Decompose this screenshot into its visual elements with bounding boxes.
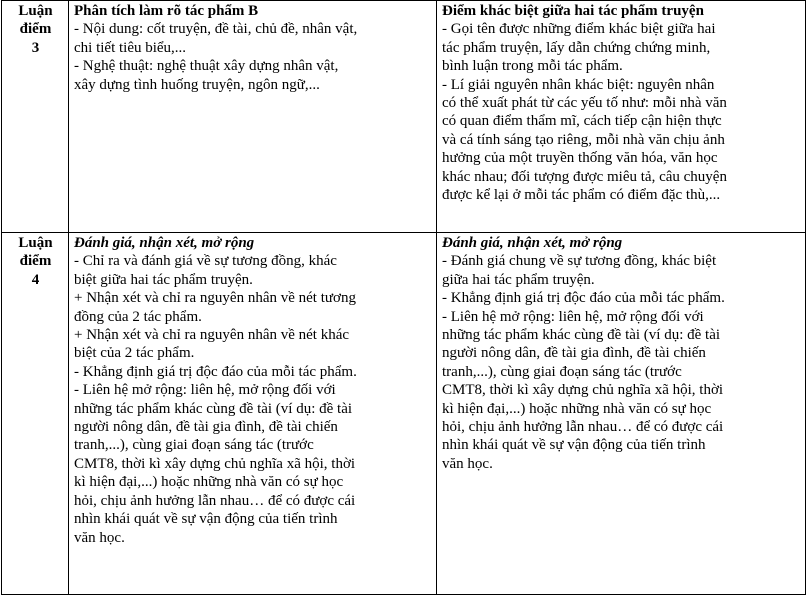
cell-text-line: - Chỉ ra và đánh giá về sự tương đồng, khác <box>74 253 337 270</box>
cell-text-line: CMT8, thời kì xây dựng chủ nghĩa xã hội, thời <box>442 382 724 399</box>
cell-text-line: biệt của 2 tác phẩm. <box>74 345 195 362</box>
row-label-cell <box>2 1 69 233</box>
cell-text-line: bình luận trong mỗi tác phẩm. <box>442 58 623 75</box>
cell-text-line: tác phẩm truyện, lấy dẫn chứng chứng minh, <box>442 39 711 56</box>
row-label-line: điểm <box>19 253 52 270</box>
cell-text-line: - Lí giải nguyên nhân khác biệt: nguyên nhân <box>442 76 715 93</box>
cell-text-line: nhìn khái quát về sự vận động của tiến trình <box>442 437 706 454</box>
cell-text-line: tranh,...), cùng giai đoạn sáng tác (trước <box>74 437 314 454</box>
right-content-cell <box>437 233 806 595</box>
cell-text-line: những tác phẩm khác cùng đề tài (ví dụ: đề tài <box>74 400 353 417</box>
cell-text-line: có thể xuất phát từ các yếu tố như: mỗi nhà văn <box>442 95 727 112</box>
row-label-number: 3 <box>31 39 40 56</box>
row-label-line: Luận <box>18 235 53 251</box>
cell-title: Phân tích làm rõ tác phẩm B <box>74 3 259 19</box>
cell-title: Đánh giá, nhận xét, mở rộng <box>442 235 623 251</box>
cell-text-line: CMT8, thời kì xây dựng chủ nghĩa xã hội, thời <box>74 455 356 472</box>
cell-text-line: được kể lại ở mỗi tác phẩm có điểm đặc thù,... <box>442 187 721 204</box>
cell-text-line: - Liên hệ mở rộng: liên hệ, mở rộng đối với <box>74 382 336 399</box>
cell-text-line: + Nhận xét và chỉ ra nguyên nhân về nét tương <box>74 290 356 307</box>
cell-title: Điểm khác biệt giữa hai tác phẩm truyện <box>442 3 704 19</box>
cell-text-line: nhìn khái quát về sự vận động của tiến trình <box>74 511 338 528</box>
row-label-line: Luận <box>18 3 53 19</box>
cell-text-line: chi tiết tiêu biểu,... <box>74 39 187 56</box>
cell-text-line: đồng của 2 tác phẩm. <box>74 308 202 325</box>
cell-text-line: - Nội dung: cốt truyện, đề tài, chủ đề, nhân vật, <box>74 21 358 38</box>
cell-text-line: + Nhận xét và chỉ ra nguyên nhân về nét khác <box>74 327 350 344</box>
cell-text-line: có quan điểm thẩm mĩ, cách tiếp cận hiện thực <box>442 113 722 130</box>
cell-text-line: hỏi, chịu ảnh hưởng lẫn nhau… để có được cái <box>442 419 724 436</box>
cell-text-line: - Khẳng định giá trị độc đáo của mỗi tác phẩm. <box>74 363 357 380</box>
row-label-number: 4 <box>31 271 40 288</box>
row-label-line: điểm <box>19 21 52 38</box>
cell-text-line: tranh,...), cùng giai đoạn sáng tác (trước <box>442 363 682 380</box>
cell-text-line: kì hiện đại,...) hoặc những nhà văn có sự học <box>442 400 712 417</box>
cell-text-line: xây dựng tình huống truyện, ngôn ngữ,... <box>74 76 320 93</box>
document-table <box>1 0 806 595</box>
cell-text-line: hưởng của một truyền thống văn hóa, văn học <box>442 150 718 167</box>
right-content-cell <box>437 1 806 233</box>
cell-text-line: người nông dân, đề tài gia đình, đề tài chiến <box>442 345 706 362</box>
cell-text-line: kì hiện đại,...) hoặc những nhà văn có sự học <box>74 474 344 491</box>
cell-title: Đánh giá, nhận xét, mở rộng <box>74 235 255 251</box>
cell-text-line: biệt giữa hai tác phẩm truyện. <box>74 271 253 288</box>
cell-text-line: - Đánh giá chung về sự tương đồng, khác biệt <box>442 253 717 270</box>
cell-text-line: hỏi, chịu ảnh hưởng lẫn nhau… để có được cái <box>74 492 356 509</box>
left-content-cell <box>69 1 437 233</box>
cell-text-line: khác nhau; đối tượng được miêu tả, câu chuyện <box>442 168 727 185</box>
cell-text-line: văn học. <box>442 455 493 472</box>
cell-text-line: - Gọi tên được những điểm khác biệt giữa hai <box>442 21 716 38</box>
row-label-cell <box>2 233 69 595</box>
cell-text-line: - Khẳng định giá trị độc đáo của mỗi tác phẩm. <box>442 290 725 307</box>
cell-text-line: giữa hai tác phẩm truyện. <box>442 271 595 288</box>
table-row-luan-diem-3 <box>2 1 806 233</box>
left-content-cell <box>69 233 437 595</box>
table-row-luan-diem-4 <box>2 233 806 595</box>
cell-text-line: người nông dân, đề tài gia đình, đề tài chiến <box>74 419 338 436</box>
cell-text-line: những tác phẩm khác cùng đề tài (ví dụ: đề tài <box>442 327 721 344</box>
cell-text-line: - Nghệ thuật: nghệ thuật xây dựng nhân vật, <box>74 58 339 75</box>
cell-text-line: và cá tính sáng tạo riêng, mỗi nhà văn chịu ảnh <box>442 131 725 148</box>
cell-text-line: văn học. <box>74 529 125 546</box>
cell-text-line: - Liên hệ mở rộng: liên hệ, mở rộng đối với <box>442 308 704 325</box>
